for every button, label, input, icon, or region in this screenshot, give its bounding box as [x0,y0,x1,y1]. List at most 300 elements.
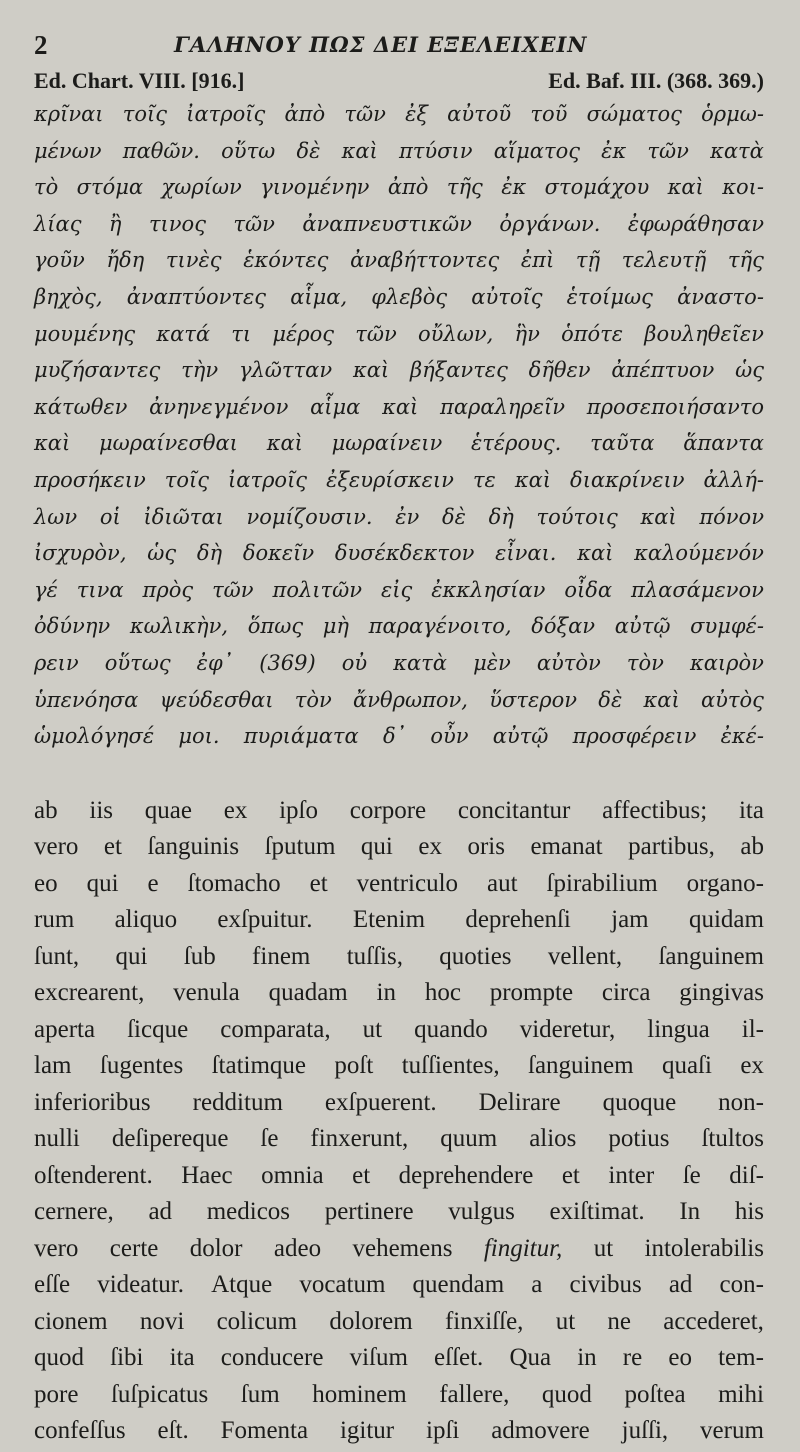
word: et [103,833,122,861]
word: ἀναβήττοντες [350,248,500,273]
greek-text-line [34,133,764,170]
word: tuſſientes, [401,1052,500,1080]
word: conducere [220,1344,324,1372]
word: deprehenſi [465,906,571,934]
word: aperta [34,1015,96,1043]
latin-text-line [34,902,764,939]
word: oris [467,833,505,861]
word: ἑκόντες [243,248,329,273]
word: προσφέρειν [572,724,697,749]
greek-text-line [34,279,764,316]
word: igitur [339,1417,395,1445]
word: ἤδη [106,248,145,273]
word: δὴ [196,541,223,566]
word: eo [668,1344,692,1372]
word: αὐτοῖς [471,284,543,309]
word: viſum [349,1344,408,1372]
word: αἷμα [310,394,361,419]
word: πολιτῶν [272,577,363,602]
word: quidam [688,906,764,934]
word: in [577,1344,597,1372]
word: vulgus [448,1198,515,1226]
word: γινομένην [260,175,370,200]
word: ὕστερον [489,687,578,712]
greek-text-line [34,608,764,645]
word: colicum [216,1307,298,1335]
word: vero [34,833,79,861]
word: γοῦν [34,248,85,273]
word: quoque [602,1088,677,1116]
word: οἶδα [564,577,613,602]
word: πτύσιν [398,138,473,163]
word: ſe [682,1161,701,1189]
word: οὕτως [104,650,171,675]
word: βηχὸς, [34,284,103,309]
word: intolerabilis [644,1234,764,1262]
word: ex [223,796,248,824]
word: nulli [34,1125,80,1153]
word: δοκεῖν [242,541,315,566]
running-head [34,30,764,64]
word: ſtatimque [211,1052,307,1080]
latin-text-line [34,866,764,903]
word: καὶ [352,358,390,383]
word: τινα [76,577,124,602]
word: ἐν [395,504,420,529]
word: ἀνηνεγμένον [149,394,289,419]
word: medicos [206,1198,291,1226]
word: ἣν [514,321,540,346]
word: ὡς [147,541,177,566]
word: exſpuerent. [324,1088,437,1116]
word: finxerunt, [310,1125,409,1153]
word: συμφέ- [690,614,764,639]
word: In [679,1198,701,1226]
word: ἰδιῶται [143,504,224,529]
greek-text-line [34,499,764,536]
word: Qua [509,1344,552,1372]
word: quando [414,1015,488,1043]
word: στόμα [76,175,144,200]
greek-text-line [34,462,764,499]
latin-text-line [34,939,764,976]
word: tem- [718,1344,764,1372]
word: οὐ [341,650,368,675]
word: fingitur, [483,1234,563,1262]
word: ſub [183,942,216,970]
word: καὶ [34,431,71,456]
word: ρειν [34,650,79,675]
word: καὶ [341,138,378,163]
word: καὶ [514,467,552,492]
word: fallere, [439,1380,510,1408]
word: ut [593,1234,614,1262]
word: cernere, [34,1198,114,1226]
word: qui [360,833,393,861]
word: il- [741,1015,764,1043]
word: aut [487,869,518,897]
word: vehemens [352,1234,453,1262]
word: venula [173,979,240,1007]
latin-text-line [34,1231,764,1268]
word: gingivas [679,979,764,1007]
word: qui [115,942,148,970]
word: βήξαντες [409,358,508,383]
word: μυζήσαντες [34,358,161,383]
word: μωραίνεσθαι [98,431,238,456]
word: ταῦτα [590,431,655,456]
word: inter [608,1161,655,1189]
word: excrearent, [34,979,145,1007]
greek-text-line [34,96,764,133]
latin-text-line [34,1085,764,1122]
greek-text-line [34,425,764,462]
word: ab [740,833,764,861]
word: con- [719,1271,764,1299]
word: partibus, [628,833,715,861]
word: mihi [718,1380,764,1408]
word: τῆς [727,248,764,273]
word: redditum [192,1088,283,1116]
word: γλῶτταν [238,358,333,383]
word: καὶ [643,687,680,712]
word: novi [139,1307,185,1335]
word: μωραίνειν [331,431,443,456]
word: διακρίνειν [570,467,685,492]
word: ὀδύνην [34,614,111,639]
word: Atque [211,1271,273,1299]
word: τῆς [446,175,483,200]
word: ἑτέρους. [470,431,562,456]
word: finem [252,942,311,970]
word: λίας [34,211,82,236]
word: potius [608,1125,670,1153]
word: civibus [569,1271,642,1299]
word: ψεύδεσθαι [159,687,274,712]
word: quoties [439,942,512,970]
word: ἢ [108,211,122,236]
word: ἰατροῖς [186,102,266,126]
word: corpore [349,796,427,824]
word: οὖν [430,724,469,749]
word: aliquo [114,906,178,934]
word: τὴν [181,358,219,383]
word: dolor [189,1234,243,1262]
greek-text-block [34,96,764,755]
word: πλασάμενον [631,577,764,602]
word: confeſſus [34,1417,126,1445]
word: rum [34,906,75,934]
word: pertinere [324,1198,414,1226]
word: ad [668,1271,693,1299]
word: deprehendere [398,1161,534,1189]
word: ſanguinem [658,942,764,970]
word: hoc [424,979,461,1007]
word: αὐτῷ [492,724,549,749]
word: ex [418,833,442,861]
word: χωρίων [161,175,242,200]
word: πυριάματα [243,724,359,749]
word: ἐξ [405,102,428,126]
word: στομάχου [544,175,650,200]
word: ſunt, [34,942,80,970]
word: ipſo [279,796,319,824]
word: verum [700,1417,764,1445]
word: προσήκειν [34,467,146,492]
greek-text-line [34,352,764,389]
word: κατὰ [393,650,447,675]
latin-text-line [34,1304,764,1341]
word: vero [34,1234,79,1262]
word: ſe [260,1125,279,1153]
greek-text-line [34,206,764,243]
word: ὁρμω- [701,102,764,126]
word: finxiſſe, [444,1307,524,1335]
word: quum [440,1125,498,1153]
word: ἀπέπτυον [611,358,715,383]
word: poſtea [624,1380,686,1408]
word: μὲν [473,650,511,675]
word: ab [34,796,58,824]
word: emanat [530,833,603,861]
word: ut [555,1307,576,1335]
word: οἱ [99,504,121,529]
word: παραγένοιτο, [368,614,512,639]
word: vocatum [299,1271,386,1299]
edition-basel: Ed. Baf. III. (368. 369.) [548,68,764,93]
word: κρῖναι [34,102,104,126]
word: organo- [686,869,764,897]
word: δ᾽ [382,724,407,749]
word: σώματος [586,102,682,126]
word: ἀναπνευστικῶν [302,211,472,236]
word: προσεποιήσαντο [586,394,764,419]
word: εἰς [380,577,413,602]
greek-text-line [34,718,764,755]
word: φλεβὸς [371,284,448,309]
word: eſt. [157,1417,189,1445]
word: ut [362,1015,383,1043]
word: ſugentes [99,1052,184,1080]
word: quendam [412,1271,505,1299]
word: (369) [259,650,316,675]
word: καὶ [577,541,614,566]
word: τῶν [233,211,275,236]
word: Delirare [478,1088,561,1116]
word: τοῖς [164,467,210,492]
latin-text-line [34,1267,764,1304]
word: comparata, [220,1015,331,1043]
word: κωλικὴν, [129,614,229,639]
word: quod [34,1344,84,1372]
latin-text-line [34,793,764,830]
word: αὐτῷ [614,614,671,639]
word: certe [109,1234,159,1262]
word: ſputum [264,833,336,861]
word: πρὸς [142,577,194,602]
latin-text-line [34,829,764,866]
word: ὀργάνων. [499,211,601,236]
word: concitantur [457,796,571,824]
word: ſpirabilium [546,869,658,897]
word: exiſtimat. [549,1198,645,1226]
word: αὐτὸς [700,687,764,712]
word: ἀπὸ [284,102,326,126]
latin-text-line [34,1012,764,1049]
word: κάτωθεν [34,394,128,419]
word: αἵματος [493,138,580,163]
word: ἐπὶ [520,248,555,273]
edition-chartier: Ed. Chart. VIII. [916.] [34,68,245,93]
word: adeo [273,1234,322,1262]
word: τινὲς [165,248,222,273]
word: ſtomacho [187,869,281,897]
word: οὕτω [221,138,276,163]
word: μέρος [272,321,335,346]
word: τοῦ [530,102,568,126]
word: αὐτοῦ [447,102,512,126]
word: e [147,869,159,897]
word: ἐκ [601,138,627,163]
word: βουληθεῖεν [644,321,764,346]
word: ἐφωράθησαν [627,211,764,236]
word: ἀναστο- [677,284,764,309]
word: ἀπὸ [387,175,429,200]
word: accederet, [663,1307,764,1335]
word: δυσέκδεκτον [334,541,475,566]
word: lam [34,1052,72,1080]
word: re [622,1344,643,1372]
latin-text-line [34,1048,764,1085]
word: τινος [148,211,206,236]
word: ſum [240,1380,280,1408]
word: quadam [268,979,348,1007]
greek-text-line [34,535,764,572]
word: videatur. [97,1271,184,1299]
word: dolorem [329,1307,413,1335]
word: qui [86,869,119,897]
word: καιρὸν [689,650,764,675]
word: ἅπαντα [683,431,764,456]
word: κατά [156,321,211,346]
word: κατὰ [710,138,764,163]
word: ἀναπτύοντες [126,284,267,309]
word: καὶ [382,394,419,419]
latin-text-line [34,1194,764,1231]
word: admovere [491,1417,590,1445]
word: δόξαν [531,614,596,639]
word: ſtultos [701,1125,764,1153]
word: prompte [489,979,574,1007]
word: τῇ [575,248,601,273]
latin-text-line [34,1121,764,1158]
word: oſtenderent. [34,1161,153,1189]
word: μοι. [178,724,220,749]
word: diſ- [729,1161,764,1189]
word: quaſi [661,1052,712,1080]
word: eſſe [34,1271,71,1299]
word: τῶν [344,102,386,126]
word: Fomenta [220,1417,309,1445]
word: affectibus; [602,796,708,824]
word: omnia [261,1161,324,1189]
latin-text-line [34,1340,764,1377]
word: his [734,1198,764,1226]
word: τῶν [355,321,397,346]
word: ἐφ᾽ [196,650,234,675]
word: iis [89,796,113,824]
word: poſt [334,1052,374,1080]
word: πόνον [699,504,764,529]
word: δῆθεν [528,358,591,383]
word: παθῶν. [122,138,200,163]
word: inferioribus [34,1088,151,1116]
word: vellent, [547,942,623,970]
word: ſibi [110,1344,144,1372]
word: καὶ [640,504,677,529]
word: jam [611,906,649,934]
word: τὸν [626,650,664,675]
word: τῶν [212,577,254,602]
greek-text-line [34,242,764,279]
word: δὴ [488,504,514,529]
word: τούτοις [536,504,618,529]
word: hominem [312,1380,407,1408]
word: cionem [34,1307,108,1335]
greek-text-line [34,389,764,426]
word: alios [529,1125,577,1153]
greek-text-line [34,169,764,206]
word: τελευτῇ [621,248,707,273]
word: ἰσχυρὸν, [34,541,127,566]
word: νομίζουσιν. [246,504,373,529]
word: μουμένης [34,321,136,346]
word: τοῖς [122,102,168,126]
latin-text-line [34,1377,764,1414]
word: τι [231,321,252,346]
greek-text-line [34,316,764,353]
word: Etenim [352,906,426,934]
word: δὲ [598,687,623,712]
word: ἄνθρωπον, [353,687,468,712]
word: μένων [34,138,102,163]
word: lingua [647,1015,710,1043]
word: ſuſpicatus [110,1380,209,1408]
word: quod [541,1380,592,1408]
word: ita [738,796,764,824]
word: ὑπενόησα [34,687,139,712]
latin-text-line [34,1158,764,1195]
word: et [352,1161,371,1189]
word: γέ [34,577,58,602]
word: μὴ [322,614,349,639]
word: ex [740,1052,764,1080]
word: quae [144,796,192,824]
word: ad [148,1198,173,1226]
word: et [561,1161,580,1189]
word: κοι- [722,175,764,200]
edition-references [34,66,764,96]
word: ne [607,1307,632,1335]
page-number: 2 [34,30,48,60]
word: ὁπότε [561,321,624,346]
word: ὡς [735,358,764,383]
word: ipſi [426,1417,460,1445]
word: ἐξευρίσκειν [326,467,454,492]
word: deſipereque [111,1125,229,1153]
word: ὡμολόγησέ [34,724,155,749]
word: tuſſis, [346,942,403,970]
